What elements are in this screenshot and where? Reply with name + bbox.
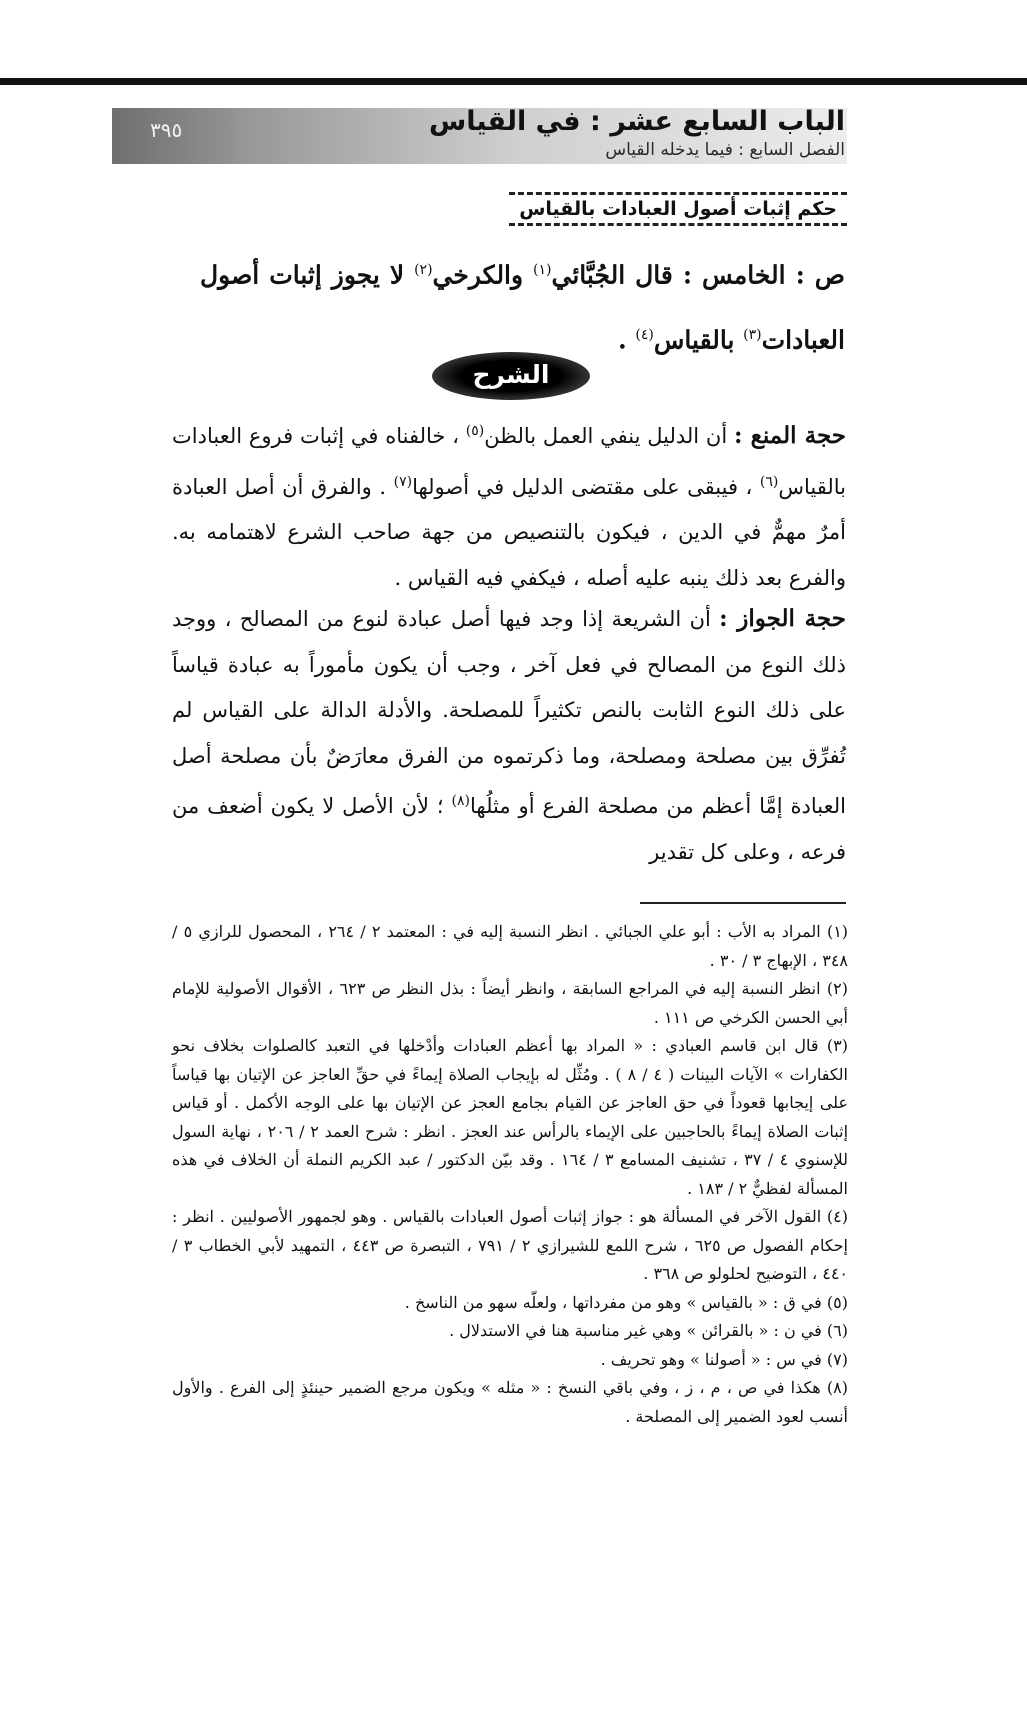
statement-text: لا يجوز إثبات أصول العبادات <box>200 260 845 355</box>
footnote-ref: (٧) <box>393 473 413 490</box>
statement-text: ص : الخامس : قال الجُبَّائي <box>551 260 846 290</box>
footnote-ref: (٦) <box>759 473 779 490</box>
topic-heading: حكم إثبات أصول العبادات بالقياس <box>509 192 847 226</box>
footnote-text: في ق : « بالقياس » وهو من مفرداتها ، ولعلّه سهو من الناسخ . <box>404 1292 822 1312</box>
footnote-number: (١) <box>826 922 849 941</box>
footnote-number: (٧) <box>826 1349 848 1369</box>
statement-text: والكرخي <box>432 260 534 290</box>
footnote-ref: (٥) <box>465 423 485 439</box>
matn-statement <box>200 240 845 371</box>
paragraph-text: أن الشريعة إذا وجد فيها أصل عبادة لنوع من المصالح ، ووجد ذلك النوع من المصالح في فعل آخر ، وجب أن يكون مأموراً به عبادة قياساً على ذلك النوع الثابت بالنص تكثيراً للمصلحة. والأدلة الدالة على القياس لم تُفرِّق بين مصلحة ومصلحة، وما ذكرتموه من الفرق معارَضٌ بأن مصلحة أصل العبادة إمَّا أعظم من مصلحة الفرع أو مثلُها <box>172 607 846 818</box>
paragraph-text: . والفرق أن أصل العبادة أمرٌ مهمٌّ في الدين ، فيكون بالتنصيص من جهة صاحب الشرع لاهتمامه به. والفرع بعد ذلك ينبه عليه أصله ، فيكفي فيه القياس . <box>172 474 846 590</box>
footnote-ref: (١) <box>533 262 552 278</box>
footnote-text: هكذا في ص ، م ، ز ، وفي باقي النسخ : « مثله » ويكون مرجع الضمير حينئذٍ إلى الفرع . والأول أنسب لعود الضمير إلى المصلحة . <box>172 1378 848 1426</box>
statement-text: . <box>618 325 636 355</box>
footnote-text: قال ابن قاسم العبادي : « المراد بها أعظم العبادات وأدْخلها في التعبد كالصلوات بخلاف نحو الكفارات » الآيات البينات ( ٤ / ٨ ) . ومُثِّل له بإيجاب الصلاة إيماءً في حقِّ العاجز عن الإتيان بها قياساً على إيجابها قعوداً في حق العاجز عن القيام بجامع العجز عن الإتيان بها على الوجه الأكمل . أو قياس إثبات الصلاة إيماءً بالحاجبين على الإيماء بالرأس عند العجز . انظر : شرح العمد ٢ / ٢٠٦ ، نهاية السول للإسنوي ٤ / ٣٧ ، تشنيف المسامع ٣ / ١٦٤ . وقد بيّن الدكتور / عبد الكريم النملة أن الخلاف في هذه المسألة لفظيٌّ ٢ / ١٨٣ . <box>172 1036 849 1198</box>
top-rule <box>0 78 1027 85</box>
paragraph-text: ؛ لأن الأصل لا يكون أضعف من فرعه ، وعلى كل تقدير <box>172 794 846 864</box>
footnote-ref: (٤) <box>635 327 654 344</box>
footnote-item <box>172 1032 848 1203</box>
section-title: الفصل السابع : فيما يدخله القياس <box>605 140 845 160</box>
footnote-ref: (٨) <box>451 793 471 809</box>
footnote-item <box>172 975 848 1032</box>
statement-text: بالقياس <box>653 325 744 355</box>
footnote-number: (٣) <box>826 1036 848 1055</box>
footnote-ref: (٣) <box>743 327 762 344</box>
footnote-number: (٥) <box>826 1292 848 1312</box>
footnote-text: في ن : « بالقرائن » وهي غير مناسبة هنا في الاستدلال . <box>449 1321 822 1340</box>
paragraph-lead: حجة المنع : <box>733 422 847 449</box>
footnote-number: (٤) <box>826 1207 848 1226</box>
footnote-item <box>172 1289 848 1318</box>
footnotes-list <box>172 918 848 1431</box>
footnote-item <box>172 918 848 975</box>
footnote-number: (٦) <box>826 1321 848 1340</box>
paragraph-prohibition-argument <box>172 409 846 601</box>
footnote-number: (٢) <box>826 979 848 998</box>
footnote-item <box>172 1374 848 1431</box>
footnote-item <box>172 1203 848 1289</box>
page-number: ٣٩٥ <box>150 118 183 142</box>
footnote-item <box>172 1317 848 1346</box>
paragraph-text: ، خالفناه في إثبات فروع العبادات بالقياس <box>172 424 846 499</box>
footnote-separator <box>640 902 846 904</box>
paragraph-permission-argument <box>172 596 846 875</box>
footnote-text: المراد به الأب : أبو علي الجبائي . انظر النسبة إليه في : المعتمد ٢ / ٢٦٤ ، المحصول للرازي ٥ / ٣٤٨ ، الإبهاج ٣ / ٣٠ . <box>172 922 848 970</box>
paragraph-text: أن الدليل ينفي العمل بالظن <box>484 424 734 448</box>
chapter-title: الباب السابع عشر : في القياس <box>428 106 845 137</box>
paragraph-text: ، فيبقى على مقتضى الدليل في أصولها <box>412 474 760 499</box>
footnote-text: في س : « أصولنا » وهو تحريف . <box>600 1349 822 1369</box>
footnote-item <box>172 1346 848 1375</box>
footnote-ref: (٢) <box>414 262 433 278</box>
paragraph-lead: حجة الجواز : <box>719 605 846 632</box>
sharh-badge: الشرح <box>432 352 590 400</box>
footnote-text: انظر النسبة إليه في المراجع السابقة ، وانظر أيضاً : بذل النظر ص ٦٢٣ ، الأقوال الأصولية للإمام أبي الحسن الكرخي ص ١١١ . <box>172 979 848 1027</box>
footnote-text: القول الآخر في المسألة هو : جواز إثبات أصول العبادات بالقياس . وهو لجمهور الأصوليين . انظر : إحكام الفصول ص ٦٢٥ ، شرح اللمع للشيرازي ٢ / ٧٩١ ، التبصرة ص ٤٤٣ ، التمهيد لأبي الخطاب ٣ / ٤٤٠ ، التوضيح لحلولو ص ٣٦٨ . <box>172 1207 849 1283</box>
footnote-number: (٨) <box>826 1378 848 1397</box>
